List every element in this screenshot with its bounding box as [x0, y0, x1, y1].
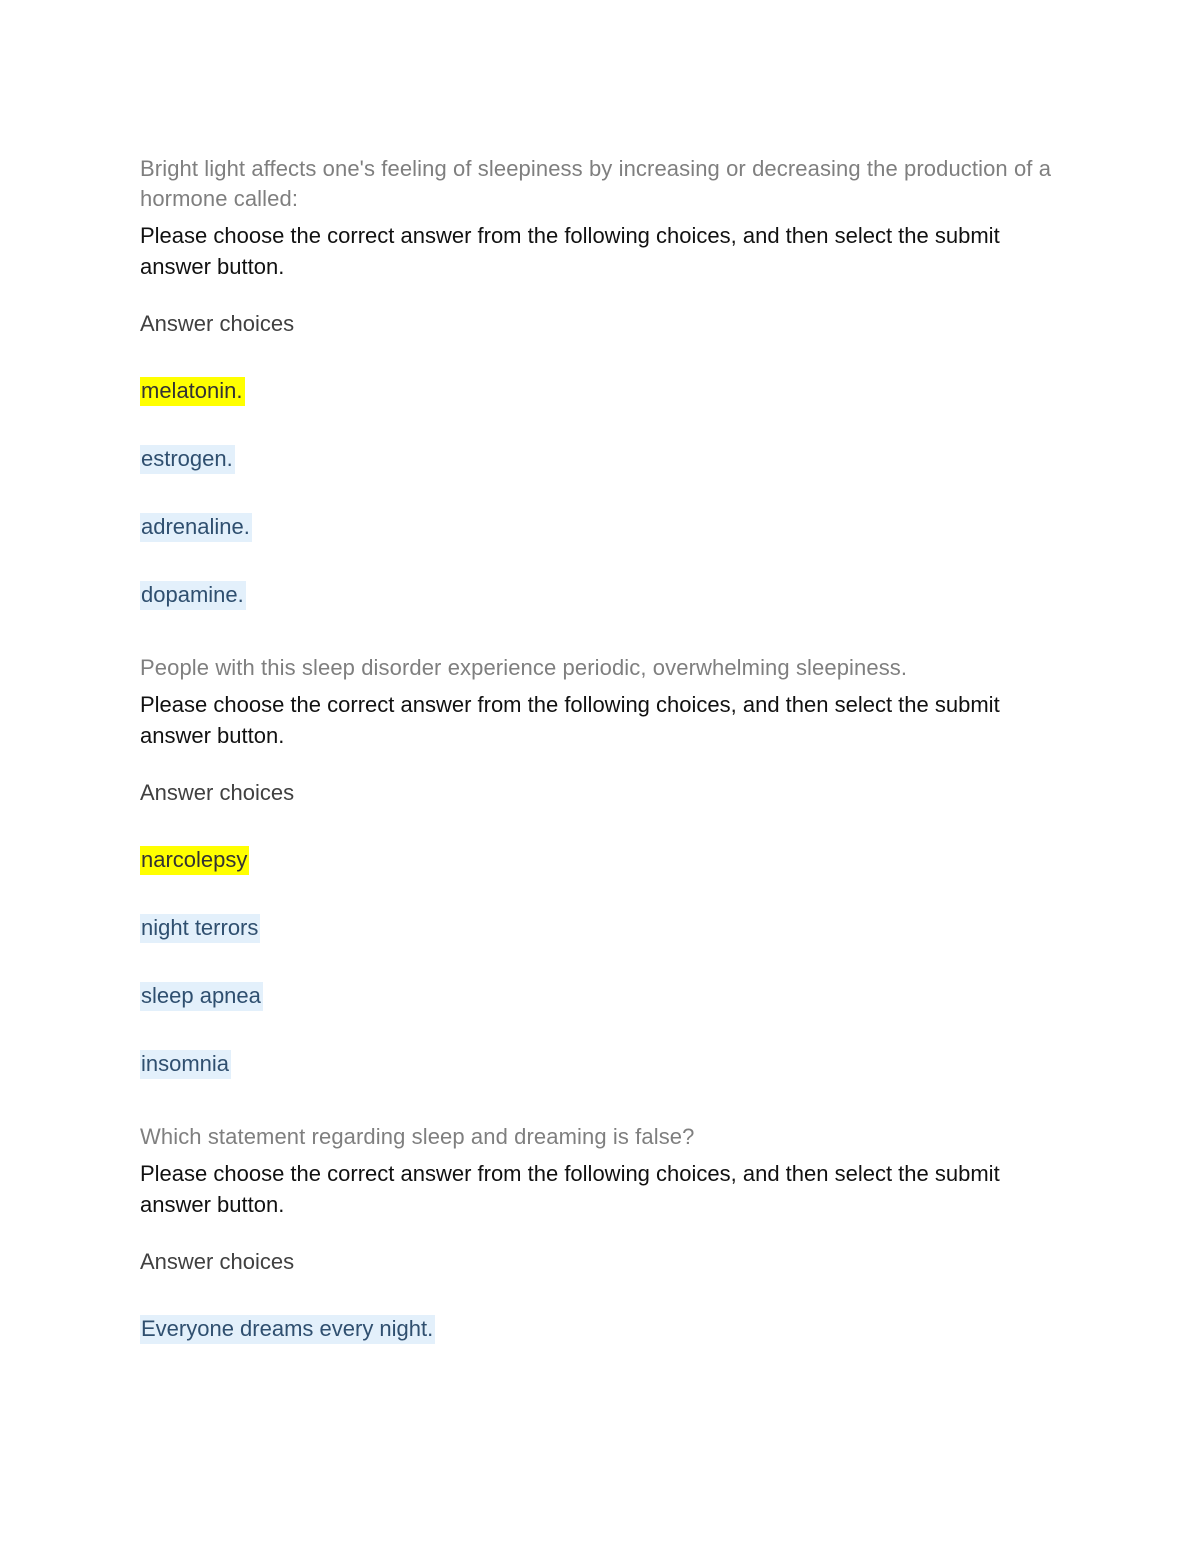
answer-choice[interactable] — [140, 846, 1070, 876]
answer-choice[interactable] — [140, 581, 1070, 611]
question-text: People with this sleep disorder experience periodic, overwhelming sleepiness. — [140, 655, 908, 680]
answer-choice-text: estrogen. — [140, 445, 235, 474]
answer-choice-text: dopamine. — [140, 581, 246, 610]
answer-choices-list — [140, 377, 1070, 611]
question-text: Bright light affects one's feeling of sleepiness by increasing or decreasing the production of a hormone called: — [140, 156, 1052, 211]
question-1 — [140, 154, 1070, 611]
answer-choice-text: Everyone dreams every night. — [140, 1315, 435, 1344]
answer-choice-text: insomnia — [140, 1050, 231, 1079]
answer-choices-label: Answer choices — [140, 311, 295, 336]
instruction-text: Please choose the correct answer from the following choices, and then select the submit answer button. — [140, 223, 1000, 279]
answer-choices-list — [140, 846, 1070, 1080]
instruction-text: Please choose the correct answer from the following choices, and then select the submit answer button. — [140, 692, 1000, 748]
answer-choice[interactable] — [140, 1315, 1070, 1345]
answer-choices-list — [140, 1315, 1070, 1345]
answer-choice-text: night terrors — [140, 914, 260, 943]
answer-choice[interactable] — [140, 377, 1070, 407]
answer-choice[interactable] — [140, 982, 1070, 1012]
answer-choice[interactable] — [140, 513, 1070, 543]
answer-choice-text: melatonin. — [140, 377, 245, 406]
instruction-text: Please choose the correct answer from the following choices, and then select the submit answer button. — [140, 1161, 1000, 1217]
answer-choice[interactable] — [140, 914, 1070, 944]
answer-choice[interactable] — [140, 445, 1070, 475]
answer-choices-label: Answer choices — [140, 1249, 295, 1274]
answer-choice[interactable] — [140, 1050, 1070, 1080]
question-2 — [140, 653, 1070, 1080]
answer-choice-text: narcolepsy — [140, 846, 249, 875]
answer-choices-label: Answer choices — [140, 780, 295, 805]
answer-choice-text: adrenaline. — [140, 513, 252, 542]
question-3 — [140, 1122, 1070, 1345]
answer-choice-text: sleep apnea — [140, 982, 263, 1011]
question-text: Which statement regarding sleep and dreaming is false? — [140, 1124, 695, 1149]
document-page — [140, 154, 1070, 1345]
